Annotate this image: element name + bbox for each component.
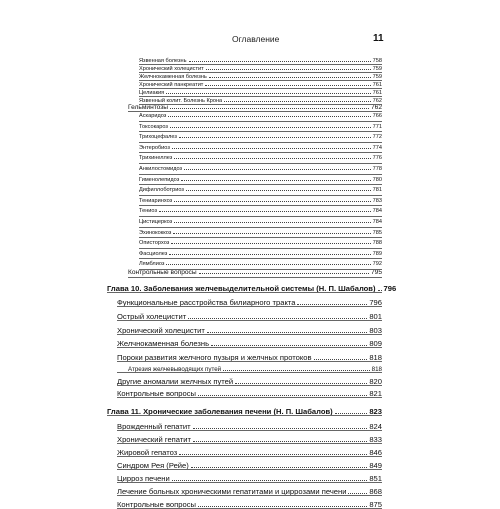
toc-entry (139, 219, 382, 225)
entry-rule (139, 64, 382, 65)
dot-leader (179, 454, 367, 455)
entry-rule (117, 334, 382, 335)
running-title: Оглавление (232, 34, 280, 44)
toc-entry-helminthiases (128, 104, 382, 111)
toc-entry-page: 759 (372, 73, 382, 80)
toc-entry-label: Трихинеллез (139, 155, 173, 162)
toc-entry-page: 784 (372, 208, 382, 215)
toc-entry (139, 198, 382, 204)
dot-leader (209, 77, 371, 78)
dot-leader (172, 480, 368, 481)
entry-rule (139, 163, 382, 164)
dot-leader (181, 180, 370, 181)
toc-entry-page: 796 (369, 298, 382, 307)
toc-entry-label: Контрольные вопросы (128, 269, 197, 276)
entry-rule (139, 269, 382, 270)
entry-rule (117, 456, 382, 457)
toc-entry-label: Язвенная болезнь (139, 58, 187, 64)
dot-leader (207, 332, 367, 333)
toc-entry-page: 784 (372, 219, 382, 225)
toc-entry-page: 761 (372, 81, 382, 88)
toc-entry-label: Дифиллоботриоз (139, 187, 184, 194)
dot-leader (193, 441, 367, 442)
entry-rule (139, 104, 382, 105)
toc-entry-page: 849 (369, 461, 382, 470)
toc-entry (139, 187, 382, 193)
toc-entry-label: Хронический холецистит (139, 65, 204, 72)
dot-leader (314, 359, 368, 360)
entry-rule (139, 195, 382, 196)
dot-leader (172, 148, 371, 149)
entry-rule (139, 88, 382, 89)
page-number: 11 (373, 33, 384, 44)
toc-entry-label: Тениаринхоз (139, 197, 173, 204)
toc-entry-page: 820 (369, 377, 382, 386)
entry-rule (117, 306, 382, 307)
toc-entry (139, 113, 382, 119)
dot-leader (174, 158, 370, 159)
toc-entry-page: 759 (372, 65, 382, 72)
toc-entry-label: Глава 11. Хронические заболевания печени (Н. П. Шабалов) (107, 407, 333, 416)
toc-entry-page: 772 (372, 134, 382, 141)
toc-entry-label: Контрольные вопросы (117, 500, 196, 509)
toc-entry (139, 124, 382, 130)
toc-entry-page: 783 (372, 197, 382, 204)
toc-entry (139, 98, 382, 104)
toc-entry-page: 762 (370, 104, 382, 111)
toc-entry-label: Острый холецистит (117, 312, 187, 321)
entry-rule (139, 96, 382, 97)
toc-entry-label: Хронический гепатит (117, 435, 192, 444)
dot-leader (170, 108, 369, 109)
entry-rule (117, 372, 382, 373)
dot-leader (335, 413, 368, 414)
toc-entry-page: 846 (369, 448, 382, 457)
dot-leader (205, 85, 370, 86)
toc-entry-label: Другие аномалии желчных путей (117, 377, 234, 386)
toc-entry-label: Гименолепидоз (139, 176, 180, 183)
toc-entry (139, 208, 382, 214)
toc-entry (139, 251, 382, 257)
toc-entry (139, 261, 382, 267)
toc-entry-page: 868 (369, 487, 382, 496)
toc-entry-page: 833 (369, 435, 382, 444)
toc-entry-label: Токсокароз (139, 123, 168, 130)
dot-leader (188, 318, 367, 319)
toc-entry (139, 155, 382, 161)
page-header (0, 34, 500, 48)
toc-entry-page: 792 (372, 261, 382, 268)
toc-entry-page: 823 (369, 407, 382, 416)
toc-entry (139, 90, 382, 96)
dot-leader (378, 290, 382, 291)
dot-leader (184, 169, 371, 170)
dot-leader (206, 69, 371, 70)
dot-leader (179, 137, 371, 138)
entry-rule (139, 80, 382, 81)
entry-rule (139, 248, 382, 249)
toc-entry-label: Энтеробиоз (139, 144, 170, 151)
toc-entry-label: Атрезия желчевыводящих путей (128, 366, 222, 373)
toc-entry (139, 66, 382, 72)
dot-leader (159, 211, 371, 212)
toc-entry-label: Целиакия (139, 89, 165, 96)
dot-leader (186, 190, 371, 191)
entry-rule (117, 397, 382, 398)
toc-entry-page: 762 (372, 97, 382, 104)
toc-entry-label: Хронический панкреатит (139, 81, 204, 88)
entry-rule (139, 237, 382, 238)
entry-rule (117, 385, 382, 386)
entry-rule (117, 495, 382, 496)
toc-entry-page: 789 (372, 250, 382, 257)
toc-entry-label: Эхинококкоз (139, 229, 172, 236)
toc-entry-page: 796 (383, 284, 397, 293)
toc-entry-label: Лямблиоз (139, 261, 165, 268)
entry-rule (139, 205, 382, 206)
dot-leader (297, 304, 367, 305)
toc-entry-page: 774 (372, 144, 382, 151)
toc-entry-label: Жировой гепатоз (117, 448, 178, 457)
toc-entry (139, 166, 382, 172)
toc-entry (139, 177, 382, 183)
toc-entry-control-questions (128, 269, 382, 276)
entry-rule (117, 443, 382, 444)
entry-rule (139, 131, 382, 132)
toc-entry-label: Желчнокаменная болезнь (139, 73, 207, 80)
entry-rule (139, 142, 382, 143)
toc-entry-label: Пороки развития желчного пузыря и желчных протоков (117, 353, 312, 362)
toc-entry-page: 809 (369, 339, 382, 348)
entry-rule (107, 415, 382, 416)
toc-entry (139, 145, 382, 151)
dot-leader (193, 428, 368, 429)
dot-leader (168, 116, 370, 117)
toc-entry (139, 58, 382, 64)
entry-rule (139, 174, 382, 175)
toc-entry (139, 74, 382, 80)
toc-entry-label: Контрольные вопросы (117, 389, 196, 398)
entry-rule (117, 361, 382, 362)
dot-leader (171, 243, 370, 244)
dot-leader (169, 254, 370, 255)
toc-entry-label: Хронический холецистит (117, 326, 205, 335)
toc-entry-label: Функциональные расстройства билиарного тракта (117, 298, 296, 307)
toc-entry-label: Трихоцефалез (139, 134, 177, 141)
entry-rule (139, 216, 382, 217)
toc-entry-page: 781 (372, 187, 382, 194)
entry-rule (139, 121, 382, 122)
entry-rule (117, 320, 382, 321)
toc-entry-label: Анкилостомидоз (139, 166, 183, 172)
toc-entry-page: 776 (372, 155, 382, 162)
dot-leader (189, 61, 371, 62)
entry-rule (139, 152, 382, 153)
toc-entry-label: Тениоз (139, 208, 158, 215)
dot-leader (199, 273, 369, 274)
entry-rule (117, 482, 382, 483)
toc-entry-label: Аскаридоз (139, 113, 167, 119)
dot-leader (166, 264, 370, 265)
toc-entry (139, 134, 382, 140)
entry-rule (107, 292, 382, 293)
toc-entry-page: 758 (372, 58, 382, 64)
toc-entry-page: 788 (372, 240, 382, 247)
toc-entry-page: 818 (371, 366, 382, 373)
toc-entry-label: Гельминтозы (128, 104, 169, 111)
dot-leader (198, 395, 367, 396)
entry-rule (139, 72, 382, 73)
entry-rule (117, 469, 382, 470)
toc-entry-page: 795 (370, 269, 382, 276)
toc-entry-page: 761 (372, 89, 382, 96)
entry-rule (117, 347, 382, 348)
entry-rule (139, 184, 382, 185)
dot-leader (211, 345, 367, 346)
toc-entry-label: Лечение больных хроническими гепатитами и циррозами печени (117, 487, 347, 496)
toc-entry-label: Язвенный колит. Болезнь Крона (139, 97, 223, 104)
toc-entry (139, 240, 382, 246)
toc-entry-page: 875 (369, 500, 382, 509)
dot-leader (170, 127, 371, 128)
entry-rule (139, 227, 382, 228)
toc-entry-label: Описторхоз (139, 240, 170, 247)
toc-entry-label: Врожденный гепатит (117, 422, 191, 431)
entry-rule (128, 277, 382, 278)
toc-entry-label: Желчнокаменная болезнь (117, 339, 210, 348)
toc-entry-page: 851 (369, 474, 382, 483)
toc-entry-label: Цирроз печени (117, 474, 170, 483)
toc-entry-page: 778 (372, 166, 382, 172)
toc-entry-label: Фасциолез (139, 250, 168, 257)
toc-entry-page: 780 (372, 176, 382, 183)
toc-entry-page: 821 (369, 389, 382, 398)
dot-leader (348, 493, 367, 494)
toc-entry-label: Глава 10. Заболевания желчевыделительной системы (Н. П. Шабалов) (107, 284, 376, 293)
dot-leader (191, 467, 368, 468)
toc-entry-label: Синдром Рея (Рейе) (117, 461, 189, 470)
dot-leader (198, 506, 367, 507)
dot-leader (166, 93, 370, 94)
toc-entry-page: 771 (372, 123, 382, 130)
dot-leader (223, 370, 370, 371)
toc-entry-page: 803 (369, 326, 382, 335)
toc-entry-page: 801 (369, 312, 382, 321)
toc-entry-page: 824 (369, 422, 382, 431)
toc-entry-page: 818 (369, 353, 382, 362)
dot-leader (173, 233, 370, 234)
entry-rule (139, 258, 382, 259)
toc-entry-page: 785 (372, 229, 382, 236)
dot-leader (224, 101, 371, 102)
toc-entry-label: Цистицеркоз (139, 219, 173, 225)
entry-rule (128, 111, 382, 112)
toc-entry-page: 766 (372, 113, 382, 119)
entry-rule (117, 430, 382, 431)
toc-entry (139, 82, 382, 88)
dot-leader (174, 201, 370, 202)
dot-leader (235, 383, 367, 384)
toc-entry (139, 230, 382, 236)
dot-leader (174, 222, 370, 223)
